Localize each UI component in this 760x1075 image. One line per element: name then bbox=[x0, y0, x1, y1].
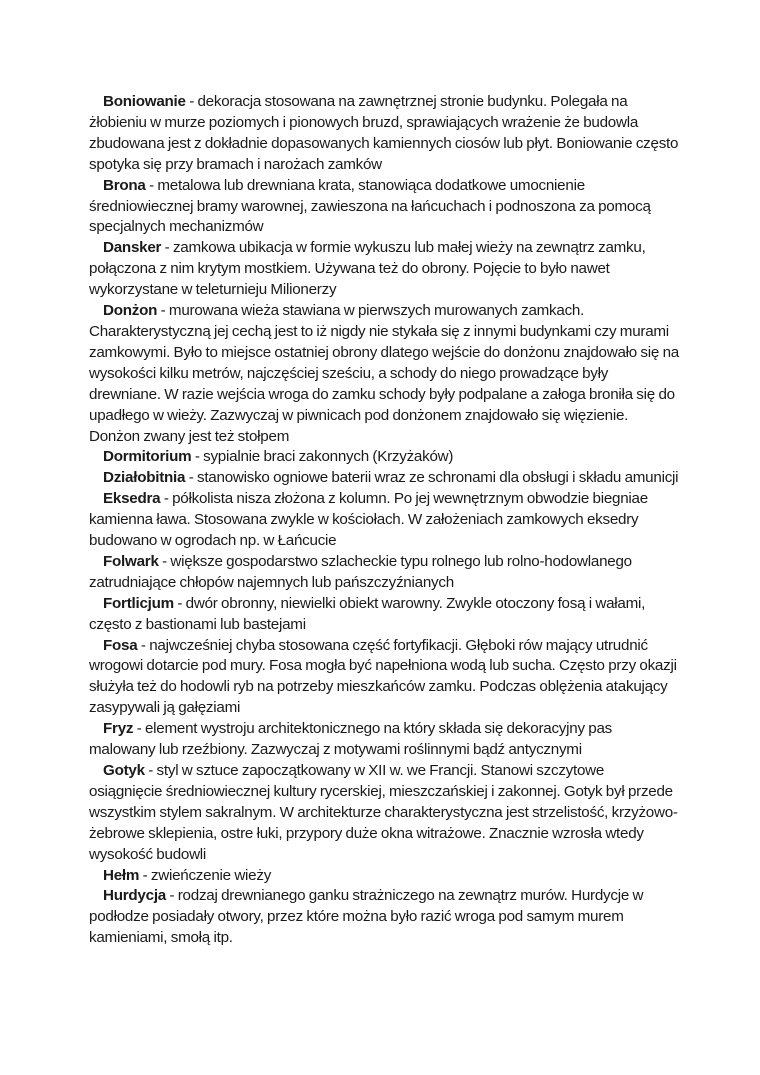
glossary-entry bbox=[89, 447, 679, 468]
glossary-term: Dansker bbox=[103, 239, 162, 257]
glossary-entry bbox=[89, 552, 679, 594]
glossary-term: Dormitorium bbox=[103, 448, 192, 466]
glossary-term: Działobitnia bbox=[103, 469, 186, 487]
glossary-entry bbox=[89, 468, 679, 489]
glossary-term: Folwark bbox=[103, 552, 159, 570]
glossary-definition: - element wystroju architektonicznego na który składa się dekoracyjny pas malowany lub rzeźbiony. Zazwyczaj z motywami roślinnymi bądź antycznymi bbox=[89, 720, 613, 759]
glossary-definition: - murowana wieża stawiana w pierwszych murowanych zamkach. Charakterystyczną jej cechą jest to iż nigdy nie stykała się z innymi budynkami czy murami zamkowymi. Było to miejsce ostatniej obrony dlatego wejście do donżonu znajdowało się na wysokości kilku metrów, najczęściej sześciu, a schody do niego prowadzące były drewniane. W razie wejścia wroga do zamku schody były podpalane a załoga broniła się do upadłego w wieży. Zazwyczaj w piwnicach pod donżonem znajdowało się więzienie. Donżon zwany jest też stołpem bbox=[89, 302, 679, 445]
glossary-definition: - sypialnie braci zakonnych (Krzyżaków) bbox=[191, 448, 454, 466]
glossary-term: Fosa bbox=[103, 636, 138, 654]
glossary-term: Gotyk bbox=[103, 762, 145, 779]
glossary-definition: - zamkowa ubikacja w formie wykuszu lub małej wieży na zewnątrz zamku, połączona z nim krytym mostkiem. Używana też do obrony. Pojęcie to było nawet wykorzystane w teleturnieju Milionerzy bbox=[89, 239, 646, 299]
glossary-entry bbox=[89, 886, 679, 949]
glossary-term: Hurdycja bbox=[103, 887, 166, 905]
glossary-entry bbox=[89, 301, 679, 447]
glossary-entry bbox=[89, 866, 679, 887]
glossary-definition: - rodzaj drewnianego ganku strażniczego na zewnątrz murów. Hurdycje w podłodze posiadały otwory, przez które można było razić wroga pod samym murem kamieniami, smołą itp. bbox=[89, 887, 644, 947]
glossary-definition: - większe gospodarstwo szlacheckie typu rolnego lub rolno-hodowlanego zatrudniające chłopów najemnych lub pańszczyźnianych bbox=[89, 552, 632, 591]
glossary-entry bbox=[89, 176, 679, 239]
glossary-definition: - najwcześniej chyba stosowana część fortyfikacji. Głęboki rów mający utrudnić wrogowi dotarcie pod mury. Fosa mogła być napełniona wodą lub sucha. Często przy okazji służyła też do hodowli ryb na potrzeby mieszkańców zamku. Podczas oblężenia atakujący zasypywali ją gałęziami bbox=[89, 636, 677, 717]
glossary-term: Fryz bbox=[103, 720, 134, 738]
glossary-entry bbox=[89, 489, 679, 552]
glossary-entry bbox=[89, 594, 679, 636]
glossary-term: Boniowanie bbox=[103, 93, 186, 110]
glossary-page bbox=[89, 92, 679, 949]
glossary-term: Fortlicjum bbox=[103, 594, 174, 612]
glossary-definition: - dwór obronny, niewielki obiekt warowny. Zwykle otoczony fosą i wałami, często z bastionami lub bastejami bbox=[89, 594, 646, 633]
glossary-definition: - metalowa lub drewniana krata, stanowiąca dodatkowe umocnienie średniowiecznej bramy warownej, zawieszona na łańcuchach i podnoszona za pomocą specjalnych mechanizmów bbox=[89, 176, 651, 236]
glossary-definition: - styl w sztuce zapoczątkowany w XII w. we Francji. Stanowi szczytowe osiągnięcie średniowiecznej kultury rycerskiej, mieszczańskiej i zakonnej. Gotyk był przede wszystkim stylem sakralnym. W architekturze charakterystyczna jest strzelistość, krzyżowo-żebrowe sklepienia, ostre łuki, przypory duże okna witrażowe. Znacznie wzrosła wtedy wysokość budowli bbox=[89, 762, 678, 863]
glossary-definition: - dekoracja stosowana na zawnętrznej stronie budynku. Polegała na żłobieniu w murze poziomych i pionowych bruzd, sprawiających wrażenie że budowla zbudowana jest z dokładnie dopasowanych kamiennych ciosów lub płyt. Boniowanie często spotyka się przy bramach i narożach zamków bbox=[89, 93, 679, 173]
glossary-entry bbox=[89, 761, 679, 866]
glossary-entry bbox=[89, 719, 679, 761]
glossary-term: Eksedra bbox=[103, 490, 161, 508]
glossary-definition: - półkolista nisza złożona z kolumn. Po jej wewnętrznym obwodzie biegniae kamienna ława. Stosowana zwykle w kościołach. W założeniach zamkowych eksedry budowano w ogrodach np. w Łańcucie bbox=[89, 490, 648, 550]
glossary-entry bbox=[89, 636, 679, 720]
glossary-term: Donżon bbox=[103, 302, 158, 320]
glossary-term: Hełm bbox=[103, 866, 140, 884]
glossary-term: Brona bbox=[103, 176, 146, 194]
glossary-definition: - stanowisko ogniowe baterii wraz ze schronami dla obsługi i składu amunicji bbox=[185, 469, 679, 487]
glossary-entry bbox=[89, 92, 679, 176]
glossary-entry bbox=[89, 238, 679, 301]
glossary-definition: - zwieńczenie wieży bbox=[139, 866, 272, 884]
